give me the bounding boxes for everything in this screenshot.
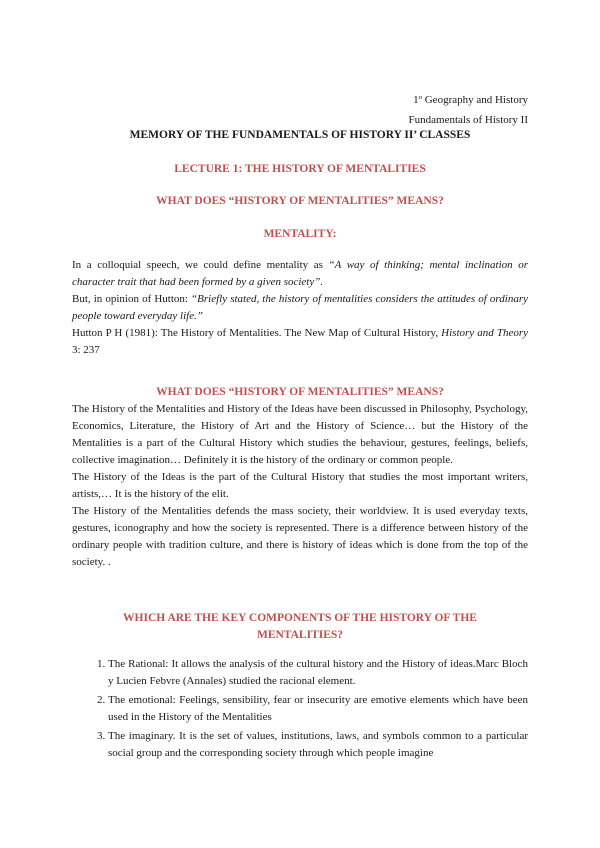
paragraph: The History of the Ideas is the part of the Cultural History that studies the most important writers, artists,… It is the history of the elit. [72, 471, 528, 500]
components-list [72, 656, 528, 764]
course-label: 1º Geography and History [413, 94, 528, 106]
mentality-subheading: MENTALITY: [263, 228, 337, 240]
colloquial-definition: In a colloquial speech, we could define mentality as “A way of thinking; mental inclination or character trait that had been formed by a given society”. [72, 259, 529, 288]
subject-label: Fundamentals of History II [408, 114, 528, 126]
hutton-citation: Hutton P H (1981): The History of Mentalities. The New Map of Cultural History, History and Theory 3: 237 [72, 327, 529, 356]
list-item: 2. The emotional: Feelings, sensibility, fear or insecurity are emotive elements which have been used in the History of the Mentalities [108, 692, 528, 726]
hutton-definition: But, in opinion of Hutton: “Briefly stated, the history of mentalities considers the attitudes of ordinary people toward everyday life.” [72, 293, 528, 322]
section2-heading: WHAT DOES “HISTORY OF MENTALITIES” MEANS? [156, 386, 444, 398]
lecture-heading: LECTURE 1: THE HISTORY OF MENTALITIES [174, 163, 426, 175]
hutton-quote: “Briefly stated, the history of mentalities considers the attitudes of ordinary people toward everyday life.” [72, 293, 528, 322]
list-item: 3. The imaginary. It is the set of values, institutions, laws, and symbols common to a particular social group and the corresponding society through which people imagine [108, 728, 528, 762]
document-title: MEMORY OF THE FUNDAMENTALS OF HISTORY II’ CLASSES [129, 129, 471, 141]
list-item: 1. The Rational: It allows the analysis of the cultural history and the History of ideas.Marc Bloch y Lucien Febvre (Annales) studied the racional element. [108, 656, 528, 690]
section3-heading: WHICH ARE THE KEY COMPONENTS OF THE HISTORY OF THE MENTALITIES? [123, 612, 477, 641]
paragraph: The History of the Mentalities and History of the Ideas have been discussed in Philosophy, Psychology, Economics, Literature, the History of Art and the History of Science… but the History of the Mentalities is a part of the Cultural History which studies the behaviour, gestures, feelings, beliefs, collective imagination… Definitely it is the history of the ordinary or common people. [72, 403, 528, 466]
mentality-definitions [72, 257, 528, 359]
colloquial-quote: “A way of thinking; mental inclination or character trait that had been formed by a given society”. [72, 259, 529, 288]
paragraph: The History of the Mentalities defends the mass society, their worldview. It is used everyday texts, gestures, iconography and how the society is represented. There is a difference between history of the ordinary people with tradition culture, and there is history of ideas which is done from the top of the society. . [72, 505, 528, 568]
journal-name: History and Theory [441, 327, 529, 339]
section1-heading: WHAT DOES “HISTORY OF MENTALITIES” MEANS? [156, 195, 444, 207]
section2-body [72, 401, 528, 571]
